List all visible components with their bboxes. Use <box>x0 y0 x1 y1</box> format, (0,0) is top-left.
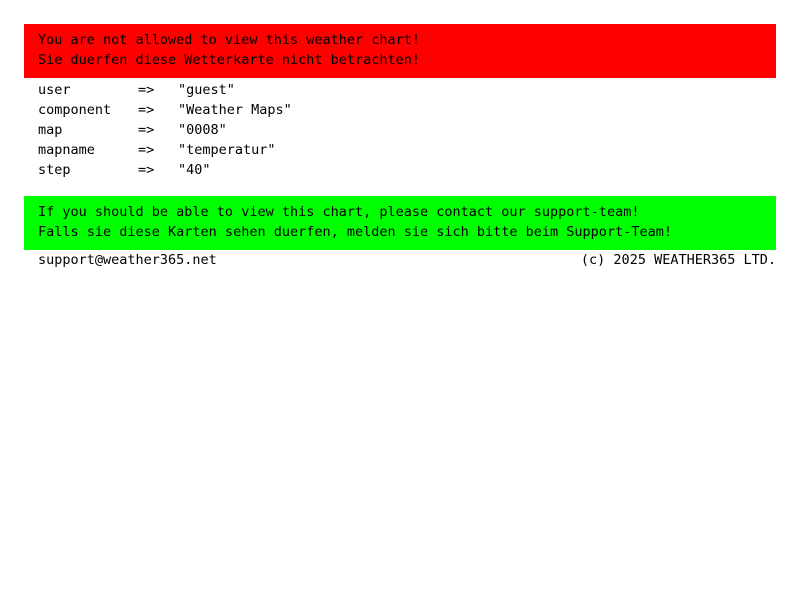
table-row <box>38 120 292 140</box>
param-arrow: => <box>138 122 155 138</box>
support-email-link[interactable]: support@weather365.net <box>38 252 217 268</box>
param-key: step <box>38 162 71 178</box>
table-row <box>38 160 292 180</box>
param-key: component <box>38 102 112 118</box>
copyright-text: (c) 2025 WEATHER365 LTD. <box>580 252 776 268</box>
param-key: mapname <box>38 142 95 158</box>
table-row <box>38 140 292 160</box>
error-banner <box>24 24 776 78</box>
param-arrow: => <box>138 162 155 178</box>
param-key: map <box>38 122 63 138</box>
parameter-table <box>38 80 292 180</box>
info-banner-line-de: Falls sie diese Karten sehen duerfen, melden sie sich bitte beim Support-Team! <box>38 224 672 240</box>
param-arrow: => <box>138 102 155 118</box>
param-value: "temperatur" <box>178 142 276 158</box>
param-value: "guest" <box>178 82 235 98</box>
param-value: "0008" <box>178 122 227 138</box>
param-value: "40" <box>178 162 211 178</box>
error-banner-line-de: Sie duerfen diese Wetterkarte nicht betrachten! <box>38 52 421 68</box>
table-row <box>38 100 292 120</box>
info-banner-line-en: If you should be able to view this chart, please contact our support-team! <box>38 204 640 220</box>
param-key: user <box>38 82 71 98</box>
info-banner <box>24 196 776 250</box>
table-row <box>38 80 292 100</box>
param-arrow: => <box>138 82 155 98</box>
error-banner-line-en: You are not allowed to view this weather chart! <box>38 32 421 48</box>
footer <box>38 250 776 270</box>
param-arrow: => <box>138 142 155 158</box>
param-value: "Weather Maps" <box>178 102 292 118</box>
